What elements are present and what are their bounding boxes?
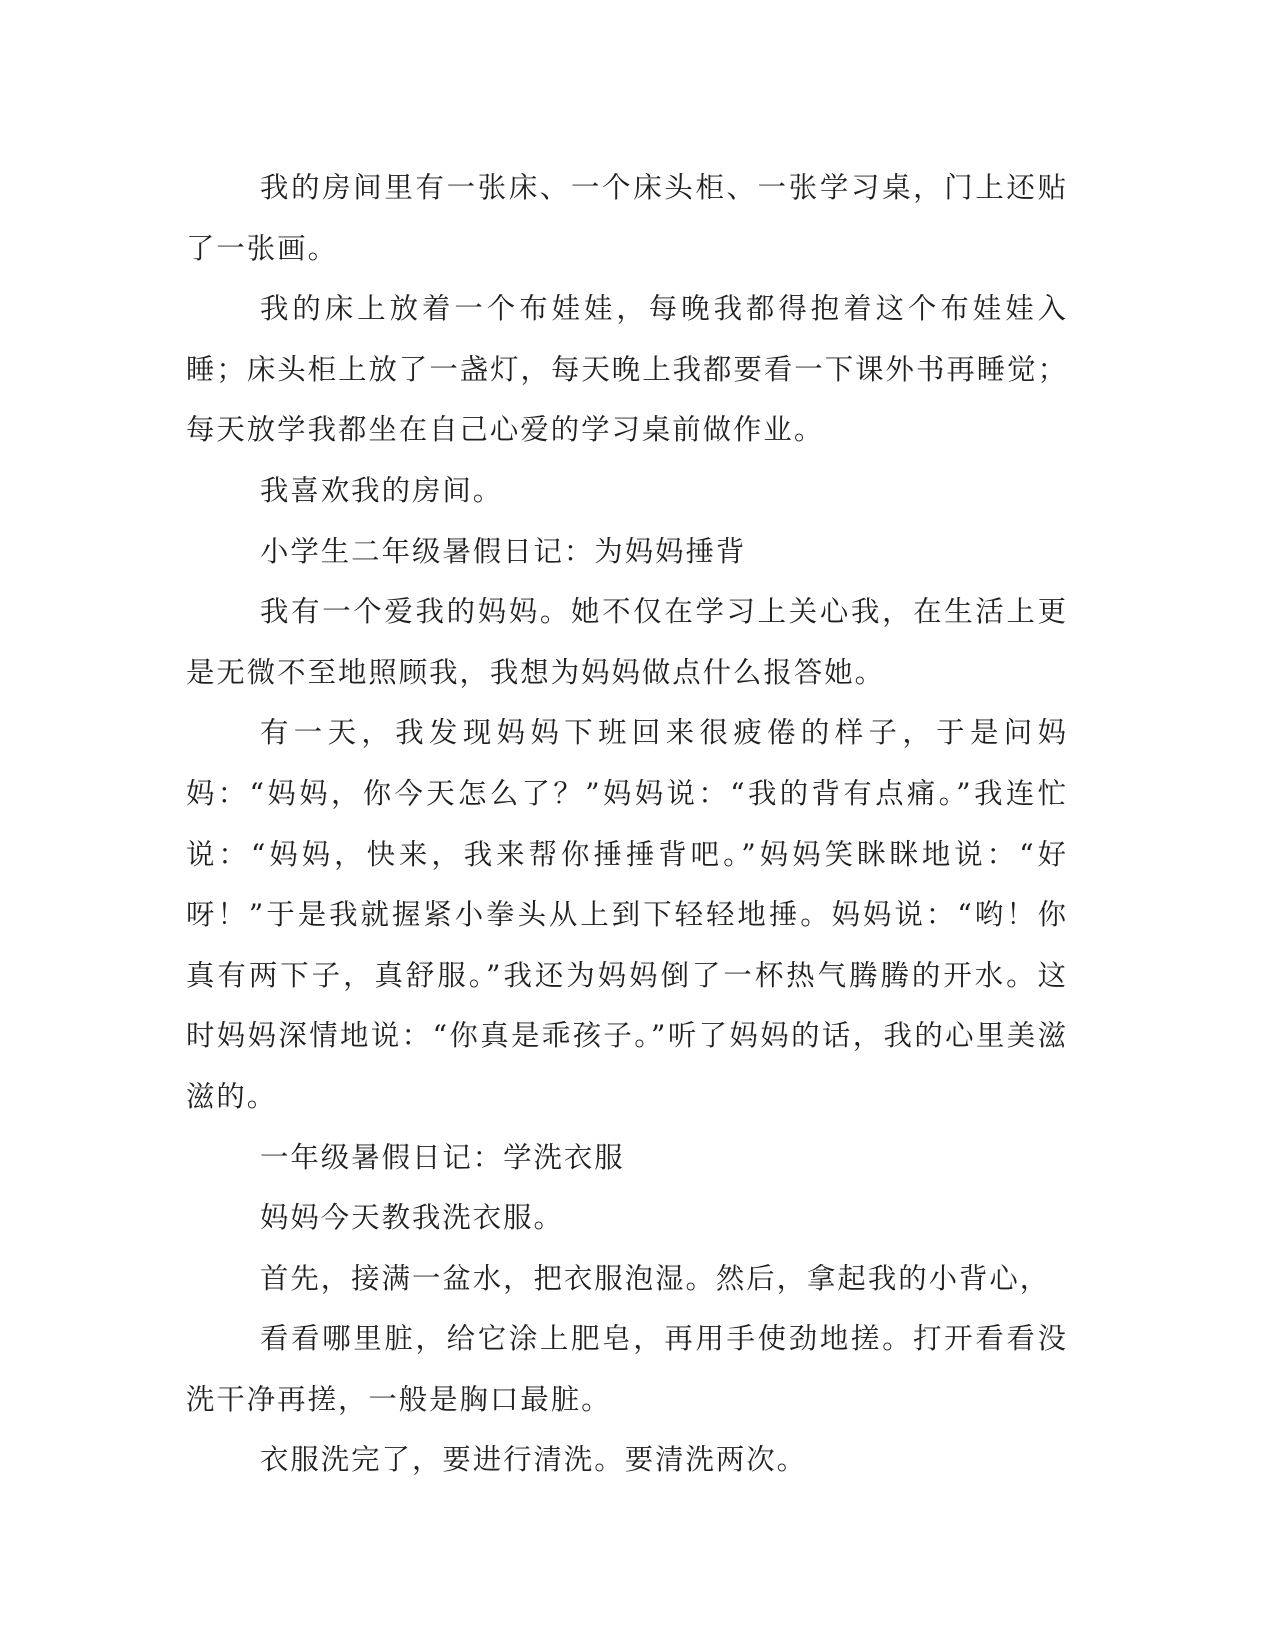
paragraph-laundry-step-1: 首先，接满一盆水，把衣服泡湿。然后，拿起我的小背心，: [260, 1261, 1051, 1295]
paragraph-like-room: 我喜欢我的房间。: [260, 473, 504, 507]
paragraph-massage-story: 有一天，我发现妈妈下班回来很疲倦的样子，于是问妈妈：“妈妈，你今天怎么了？”妈妈说：“我的背有点痛。”我连忙说：“妈妈，快来，我来帮你捶捶背吧。”妈妈笑眯眯地说：“好呀！”于是我就握紧小拳头从上到下轻轻地捶。妈妈说：“哟！你真有两下子，真舒服。”我还为妈妈倒了一杯热气腾腾的开水。这时妈妈深情地说：“你真是乖孩子。”听了妈妈的话，我的心里美滋滋的。: [186, 716, 1068, 1113]
paragraph-room-details: 我的床上放着一个布娃娃，每晚我都得抱着这个布娃娃入睡；床头柜上放了一盏灯，每天晚上我都要看一下课外书再睡觉；每天放学我都坐在自己心爱的学习桌前做作业。: [186, 292, 1068, 447]
diary-title-laundry: 一年级暑假日记：学洗衣服: [260, 1140, 625, 1174]
paragraph-loving-mother: 我有一个爱我的妈妈。她不仅在学习上关心我，在生活上更是无微不至地照顾我，我想为妈妈做点什么报答她。: [186, 595, 1068, 689]
paragraph-laundry-intro: 妈妈今天教我洗衣服。: [260, 1201, 564, 1235]
document-body: [186, 158, 1068, 1491]
paragraph-room-furniture: 我的房间里有一张床、一个床头柜、一张学习桌，门上还贴了一张画。: [186, 171, 1068, 265]
diary-title-massage: 小学生二年级暑假日记：为妈妈捶背: [260, 534, 747, 568]
paragraph-laundry-rinse: 衣服洗完了，要进行清洗。要清洗两次。: [260, 1443, 808, 1477]
paragraph-laundry-step-2: 看看哪里脏，给它涂上肥皂，再用手使劲地搓。打开看看没洗干净再搓，一般是胸口最脏。: [186, 1322, 1068, 1416]
